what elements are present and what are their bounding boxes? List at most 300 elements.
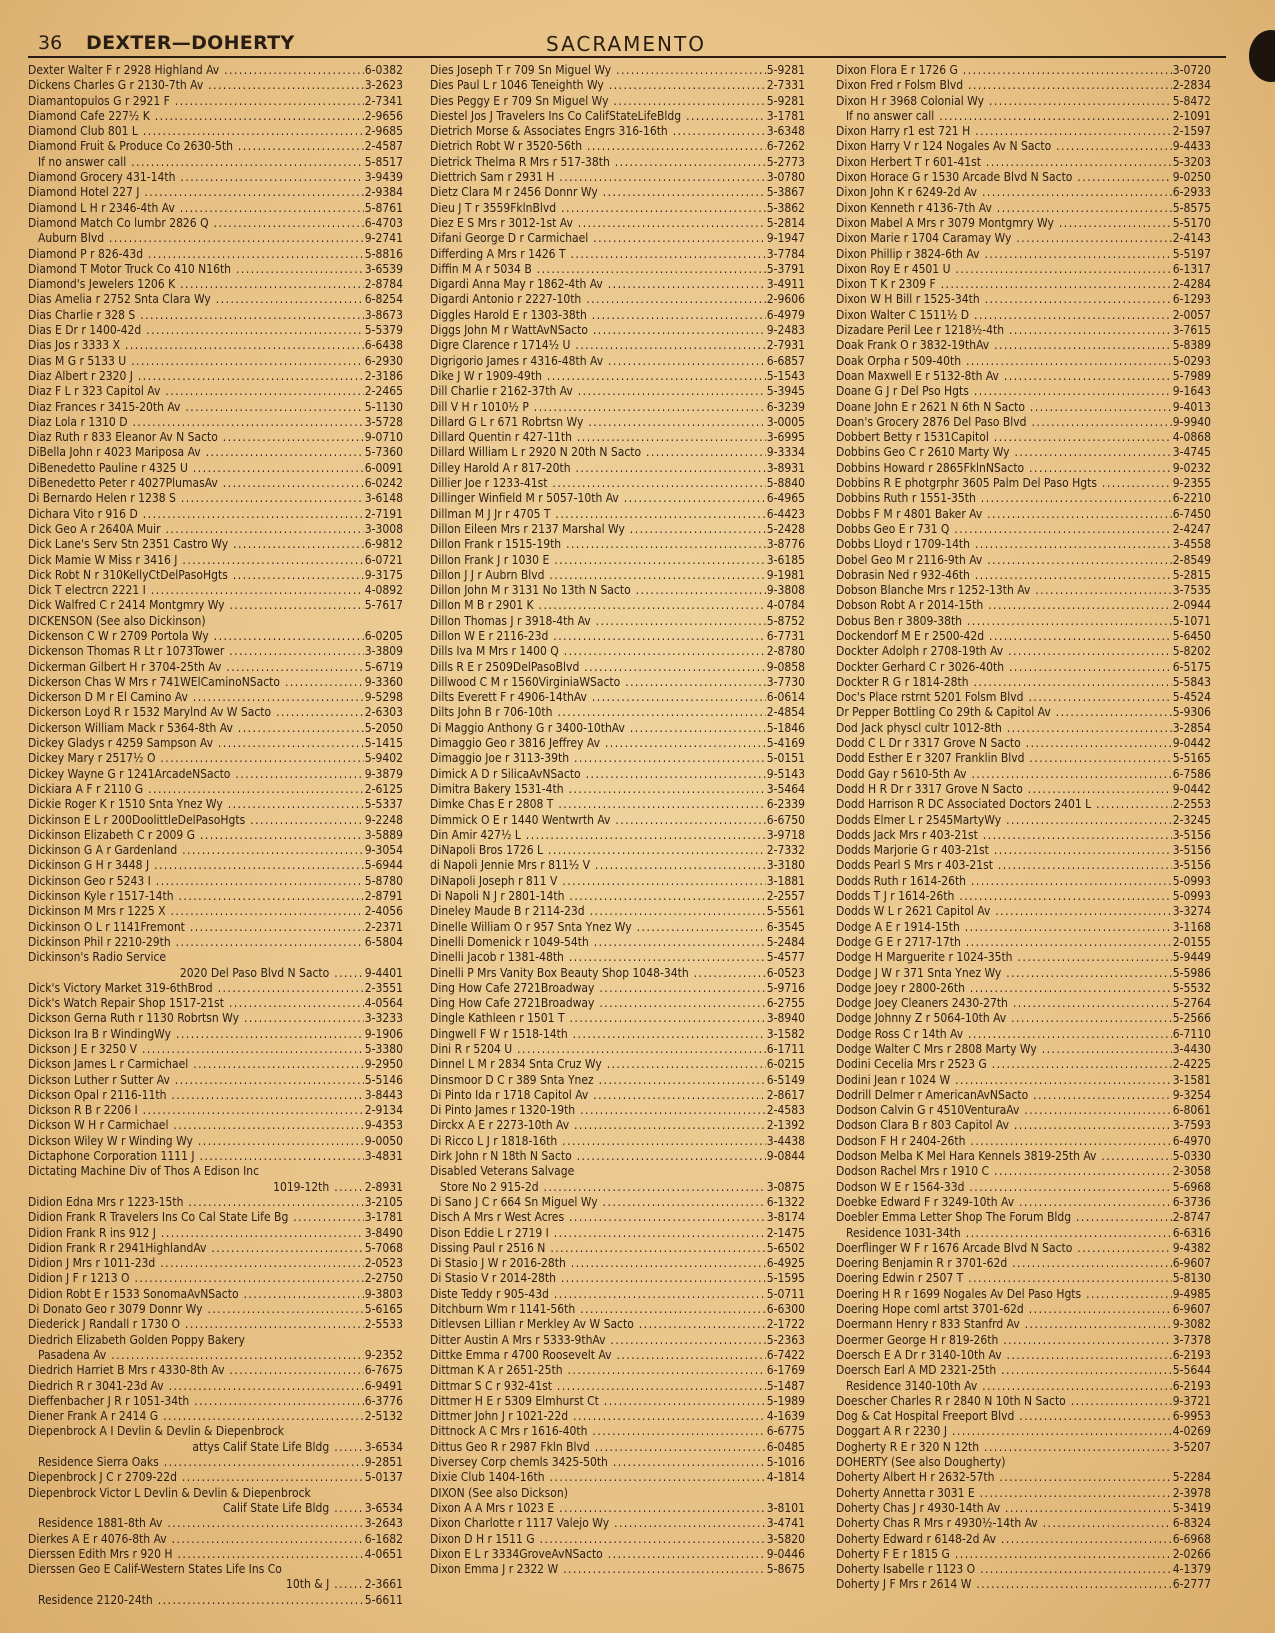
listing-entry [430, 63, 805, 78]
listing-name: Dobbins Ruth r 1551-35th ..... [836, 491, 1172, 506]
listing-entry [430, 1042, 805, 1057]
listing-entry [430, 384, 805, 399]
listing-phone: 5-9449 [1172, 950, 1211, 965]
listing-phone: 2-2834 [1172, 78, 1211, 93]
listing-name: Dickerson Chas W Mrs r 741WElCaminoNSacto ..... [28, 675, 364, 690]
listing-entry [28, 1394, 403, 1409]
listing-phone: 3-5728 [364, 414, 403, 429]
listing-entry [28, 920, 403, 935]
listing-phone: 2-7191 [364, 506, 403, 521]
listing-entry [836, 384, 1211, 399]
listing-entry [28, 736, 403, 751]
listing-name: Dickson J E r 3250 V ..... [28, 1042, 364, 1057]
listing-phone: 6-1322 [766, 1194, 805, 1209]
listing-name: Dixon Charlotte r 1117 Valejo Wy ..... [430, 1516, 766, 1531]
listing-entry [430, 323, 805, 338]
listing-name: If no answer call ..... [846, 109, 1172, 124]
listing-name: Dills R E r 2509DelPasoBlvd ..... [430, 660, 766, 675]
listing-name: Dias Amelia r 2752 Snta Clara Wy ..... [28, 292, 364, 307]
listing-entry [430, 1210, 805, 1225]
listing-name: Didion Frank R Travelers Ins Co Cal State Life Bg ..... [28, 1210, 364, 1225]
listing-phone: 5-1487 [766, 1378, 805, 1393]
listing-name: Dictaphone Corporation 1111 J ..... [28, 1149, 364, 1164]
listing-entry [28, 216, 403, 231]
listing-phone: 3-3008 [364, 521, 403, 536]
listing-phone: 2-0155 [1172, 934, 1211, 949]
listing-name: Dimaggio Geo r 3816 Jeffrey Av ..... [430, 736, 766, 751]
listing-name: Diedrich Elizabeth Golden Poppy Bakery [28, 1332, 245, 1347]
listing-name: Dissing Paul r 2516 N ..... [430, 1241, 766, 1256]
listing-entry [836, 843, 1211, 858]
listing-name: Dillon Eileen Mrs r 2137 Marshal Wy ..... [430, 522, 766, 537]
listing-name: Doggart A R r 2230 J ..... [836, 1424, 1172, 1439]
listing-name: Diestel Jos J Travelers Ins Co CalifStateLifeBldg ..... [430, 109, 766, 124]
listing-name: DIXON (See also Dickson) [430, 1485, 568, 1500]
listing-entry [836, 996, 1211, 1011]
listing-name: Dilley Harold A r 817-20th ..... [430, 461, 766, 476]
listing-phone: 9-1906 [364, 1026, 403, 1041]
listing-phone: 6-6438 [364, 338, 403, 353]
listing-entry [836, 1149, 1211, 1164]
listing-name: Dobbert Betty r 1531Capitol ..... [836, 430, 1172, 445]
listing-phone: 6-6300 [766, 1302, 805, 1317]
listing-entry [836, 1287, 1211, 1302]
listing-entry [430, 124, 805, 139]
listing-phone: 3-3274 [1172, 904, 1211, 919]
listing-phone: 9-3879 [364, 766, 403, 781]
listing-name: Dittus Geo R r 2987 Fkln Blvd ..... [430, 1440, 766, 1455]
listing-phone: 3-2623 [364, 78, 403, 93]
listing-name: Ding How Cafe 2721Broadway ..... [430, 996, 766, 1011]
listing-entry [28, 690, 403, 705]
listing-name: Residence Sierra Oaks ..... [38, 1455, 364, 1470]
listing-phone: 4-1814 [766, 1470, 805, 1485]
listing-phone: 5-0993 [1172, 873, 1211, 888]
listing-name: Dobbins Geo C r 2610 Marty Wy ..... [836, 445, 1172, 460]
listing-phone: 3-5156 [1172, 843, 1211, 858]
listing-entry [28, 1241, 403, 1256]
listing-phone: 5-2566 [1172, 1011, 1211, 1026]
listing-entry [836, 1547, 1211, 1562]
listing-name: Differding A Mrs r 1426 T ..... [430, 247, 766, 262]
listing-phone: 9-3721 [1172, 1393, 1211, 1408]
listing-entry [430, 705, 805, 720]
listing-name: Dini R r 5204 U ..... [430, 1042, 766, 1057]
listing-name: Digardi Anna May r 1862-4th Av ..... [430, 277, 766, 292]
listing-entry [430, 1057, 805, 1072]
listing-entry [28, 568, 403, 583]
listing-entry [836, 1271, 1211, 1286]
listing-entry [430, 874, 805, 889]
listing-entry [28, 950, 403, 965]
listing-entry [836, 1256, 1211, 1271]
listing-name: Dockter Gerhard C r 3026-40th ..... [836, 660, 1172, 675]
listing-entry [430, 843, 805, 858]
listing-name: Diggs John M r WattAvNSacto ..... [430, 323, 766, 338]
listing-phone: 3-4741 [766, 1516, 805, 1531]
listing-entry [836, 1562, 1211, 1577]
listing-entry [430, 185, 805, 200]
listing-name: Disabled Veterans Salvage [430, 1164, 575, 1179]
listing-phone: 5-0993 [1172, 889, 1211, 904]
listing-entry [836, 1379, 1211, 1394]
listing-entry [430, 797, 805, 812]
listing-phone: 5-5379 [364, 323, 403, 338]
listing-name: Doherty Isabelle r 1123 O ..... [836, 1562, 1172, 1577]
listing-entry [836, 1363, 1211, 1378]
listing-phone: 3-0875 [766, 1179, 805, 1194]
listing-entry [430, 216, 805, 231]
listing-entry [430, 736, 805, 751]
listing-entry [836, 1394, 1211, 1409]
listing-entry [836, 1180, 1211, 1195]
listing-entry [28, 354, 403, 369]
listing-name: Di Pinto Ida r 1718 Capitol Av ..... [430, 1088, 766, 1103]
listing-entry [28, 553, 403, 568]
listing-phone: 9-2248 [364, 812, 403, 827]
listing-name: Diamond Club 801 L ..... [28, 124, 364, 139]
listing-entry [430, 1348, 805, 1363]
listing-entry [430, 1195, 805, 1210]
listing-phone: 3-1781 [364, 1210, 403, 1225]
listing-phone: 6-6750 [766, 812, 805, 827]
listing-phone: 3-4911 [766, 277, 805, 292]
listing-entry [28, 461, 403, 476]
listing-name: Dickerson Loyd R r 1532 Marylnd Av W Sacto ..... [28, 705, 364, 720]
listing-name: Diamond Grocery 431-14th ..... [28, 170, 364, 185]
listing-phone: 9-5298 [364, 690, 403, 705]
listing-phone: 9-3175 [364, 567, 403, 582]
listing-name: Doane John E r 2621 N 6th N Sacto ..... [836, 400, 1172, 415]
listing-phone: 3-1582 [766, 1026, 805, 1041]
listing-entry [836, 1333, 1211, 1348]
listing-entry [836, 476, 1211, 491]
listing-phone: 6-8324 [1172, 1516, 1211, 1531]
listing-entry [28, 338, 403, 353]
listing-name: Diedrich R r 3041-23d Av ..... [28, 1379, 364, 1394]
listing-phone: 2-5533 [364, 1317, 403, 1332]
listing-name: Dexter Walter F r 2928 Highland Av ..... [28, 63, 364, 78]
listing-name: Dockendorf M E r 2500-42d ..... [836, 629, 1172, 644]
listing-name: Dickinson O L r 1141Fremont ..... [28, 920, 364, 935]
listing-entry [836, 1088, 1211, 1103]
listing-entry [430, 476, 805, 491]
listing-entry [430, 1440, 805, 1455]
listing-entry [430, 996, 805, 1011]
listing-entry [430, 1317, 805, 1332]
listing-entry [836, 461, 1211, 476]
listing-phone: 6-0614 [766, 690, 805, 705]
listing-name: Dodson Clara B r 803 Capitol Av ..... [836, 1118, 1172, 1133]
listing-name: Doermann Henry r 833 Stanfrd Av ..... [836, 1317, 1172, 1332]
listing-entry [836, 1103, 1211, 1118]
listing-phone: 5-3862 [766, 200, 805, 215]
listing-name: Di Maggio Anthony G r 3400-10thAv ..... [430, 721, 766, 736]
listing-entry [430, 1379, 805, 1394]
listing-phone: 2-8931 [364, 1179, 403, 1194]
listing-name: Dierssen Geo E Calif-Western States Life Ins Co [28, 1562, 282, 1577]
listing-entry [28, 904, 403, 919]
listing-entry [836, 262, 1211, 277]
listing-phone: 2-1597 [1172, 124, 1211, 139]
listing-phone: 2-2465 [364, 384, 403, 399]
listing-phone: 3-6534 [364, 1500, 403, 1515]
listing-entry [836, 1195, 1211, 1210]
listing-entry [836, 1470, 1211, 1485]
listing-entry [430, 1088, 805, 1103]
listing-name: Dodge Walter C Mrs r 2808 Marty Wy ..... [836, 1042, 1172, 1057]
listing-phone: 3-5207 [1172, 1439, 1211, 1454]
listing-entry [836, 1516, 1211, 1531]
listing-entry [28, 1256, 403, 1271]
name-range: DEXTER—DOHERTY [86, 32, 295, 54]
listing-phone: 2-8784 [364, 277, 403, 292]
listing-name: Dillard G L r 671 Robrtsn Wy ..... [430, 415, 766, 430]
listing-phone: 6-0485 [766, 1439, 805, 1454]
listing-name: Dodds Elmer L r 2545MartyWy ..... [836, 813, 1172, 828]
listing-phone: 2-4247 [1172, 521, 1211, 536]
listing-name: DICKENSON (See also Dickinson) [28, 613, 206, 628]
listing-phone: 2-4225 [1172, 1057, 1211, 1072]
listing-entry [836, 1486, 1211, 1501]
listing-phone: 6-5804 [364, 934, 403, 949]
listing-phone: 6-0382 [364, 63, 403, 77]
listing-entry [28, 1409, 403, 1424]
listing-name: Dimke Chas E r 2808 T ..... [430, 797, 766, 812]
listing-entry [836, 491, 1211, 506]
listing-name: Dobbins R E photgrphr 3605 Palm Del Paso Hgts ..... [836, 476, 1172, 491]
listing-name: DiNapoli Joseph r 811 V ..... [430, 874, 766, 889]
listing-name: Dixon Harry r1 est 721 H ..... [836, 124, 1172, 139]
listing-name: Dobbs F M r 4801 Baker Av ..... [836, 507, 1172, 522]
listing-name: Doan's Grocery 2876 Del Paso Blvd ..... [836, 415, 1172, 430]
listing-name: Dillman M J Jr r 4705 T ..... [430, 507, 766, 522]
listing-phone: 9-4401 [364, 965, 403, 980]
listing-entry [28, 384, 403, 399]
listing-name: Didion Frank R r 2941HighlandAv ..... [28, 1241, 364, 1256]
listing-name: Dick Mamie W Miss r 3416 J ..... [28, 553, 364, 568]
listing-entry [836, 63, 1211, 78]
listing-name: Dodge H Marguerite r 1024-35th ..... [836, 950, 1172, 965]
listing-entry [430, 981, 805, 996]
listing-phone: 6-9491 [364, 1378, 403, 1393]
listing-name: Doane G J r Del Pso Hgts ..... [836, 384, 1172, 399]
listing-name: Dickinson's Radio Service [28, 950, 167, 965]
listing-phone: 2-3978 [1172, 1485, 1211, 1500]
listing-entry [28, 94, 403, 109]
listing-entry [28, 507, 403, 522]
listing-phone: 9-3054 [364, 843, 403, 858]
listing-phone: 3-2854 [1172, 720, 1211, 735]
listing-entry [836, 124, 1211, 139]
listing-entry [430, 1532, 805, 1547]
listing-name: Dierkes A E r 4076-8th Av ..... [28, 1532, 364, 1547]
listing-name: DiBenedetto Peter r 4027PlumasAv ..... [28, 476, 364, 491]
listing-phone: 5-1016 [766, 1455, 805, 1470]
listing-name: Doebler Emma Letter Shop The Forum Bldg ..... [836, 1210, 1172, 1225]
listing-entry [836, 1057, 1211, 1072]
listing-entry [836, 537, 1211, 552]
listing-name: Dison Eddie L r 2719 I ..... [430, 1226, 766, 1241]
listing-name: Dills Iva M Mrs r 1400 Q ..... [430, 644, 766, 659]
listing-phone: 2-0266 [1172, 1546, 1211, 1561]
listing-entry [28, 1333, 403, 1348]
listing-entry [28, 1164, 403, 1179]
listing-entry [836, 782, 1211, 797]
listing-entry [836, 201, 1211, 216]
listing-name: Dickinson Phil r 2210-29th ..... [28, 935, 364, 950]
listing-name: Diamond L H r 2346-4th Av ..... [28, 201, 364, 216]
listing-name: Dick Lane's Serv Stn 2351 Castro Wy ..... [28, 537, 364, 552]
listing-entry [430, 782, 805, 797]
listing-entry [430, 170, 805, 185]
listing-phone: 6-7450 [1172, 506, 1211, 521]
listing-name: Doherty Albert H r 2632-57th ..... [836, 1470, 1172, 1485]
listing-entry [28, 858, 403, 873]
listing-phone: 2-1091 [1172, 108, 1211, 123]
listing-entry [28, 721, 403, 736]
listing-phone: 9-2950 [364, 1057, 403, 1072]
listing-entry [836, 629, 1211, 644]
listing-name: Dodson Rachel Mrs r 1910 C ..... [836, 1164, 1172, 1179]
listing-entry [430, 491, 805, 506]
listing-phone: 5-7068 [364, 1240, 403, 1255]
listing-phone: 2-2553 [1172, 797, 1211, 812]
listing-name: Dinelli P Mrs Vanity Box Beauty Shop 1048-34th ..... [430, 966, 766, 981]
listing-name: Disch A Mrs r West Acres ..... [430, 1210, 766, 1225]
listing-entry [836, 1118, 1211, 1133]
listing-name: Diaz F L r 323 Capitol Av ..... [28, 384, 364, 399]
listing-phone: 5-1595 [766, 1271, 805, 1286]
listing-name: Dilts John B r 706-10th ..... [430, 705, 766, 720]
listing-phone: 5-2363 [766, 1332, 805, 1347]
listing-entry [28, 63, 403, 78]
listing-phone: 3-5464 [766, 781, 805, 796]
listing-phone: 6-4965 [766, 491, 805, 506]
listing-name: Dod Jack physcl cultr 1012-8th ..... [836, 721, 1172, 736]
listing-entry [430, 1256, 805, 1271]
listing-entry [28, 1118, 403, 1133]
listing-entry [28, 1470, 403, 1485]
listing-entry [836, 1241, 1211, 1256]
listing-phone: 5-1071 [1172, 613, 1211, 628]
listing-entry [836, 507, 1211, 522]
listing-name: Dixon Emma J r 2322 W ..... [430, 1562, 766, 1577]
listing-name: Dixon T K r 2309 F ..... [836, 277, 1172, 292]
listing-phone: 5-3419 [1172, 1500, 1211, 1515]
listing-entry [28, 491, 403, 506]
listing-phone: 3-7615 [1172, 323, 1211, 338]
listing-name: Dodds T J r 1614-26th ..... [836, 889, 1172, 904]
listing-phone: 3-9439 [364, 170, 403, 185]
listing-entry [836, 904, 1211, 919]
listing-phone: 5-3791 [766, 261, 805, 276]
listing-name: Dixon A A Mrs r 1023 E ..... [430, 1501, 766, 1516]
listing-entry [836, 1164, 1211, 1179]
listing-phone: 9-3808 [766, 583, 805, 598]
listing-name: Dodge Joey r 2800-26th ..... [836, 981, 1172, 996]
listing-entry [28, 1180, 403, 1195]
listing-phone: 5-5165 [1172, 751, 1211, 766]
listing-name: Di Napoli N J r 2801-14th ..... [430, 889, 766, 904]
listing-name: Dingwell F W r 1518-14th ..... [430, 1027, 766, 1042]
listing-phone: 6-0721 [364, 552, 403, 567]
listing-entry [430, 1271, 805, 1286]
listing-entry [430, 690, 805, 705]
listing-entry [28, 109, 403, 124]
listing-phone: 2-0523 [364, 1256, 403, 1271]
listing-phone: 9-9940 [1172, 414, 1211, 429]
listing-name: Dodge J W r 371 Snta Ynez Wy ..... [836, 966, 1172, 981]
listing-phone: 5-0711 [766, 1286, 805, 1301]
listing-phone: 3-8940 [766, 1011, 805, 1026]
listing-phone: 2-4583 [766, 1103, 805, 1118]
listing-entry [836, 797, 1211, 812]
listing-entry [28, 78, 403, 93]
listing-name: Dodge G E r 2717-17th ..... [836, 935, 1172, 950]
listing-name: Ding How Cafe 2721Broadway ..... [430, 981, 766, 996]
listing-phone: 9-0844 [766, 1149, 805, 1164]
listing-entry [430, 1409, 805, 1424]
listing-name: Diepenbrock A I Devlin & Devlin & Diepenbrock [28, 1424, 285, 1439]
listing-phone: 4-0784 [766, 598, 805, 613]
listing-entry [836, 155, 1211, 170]
listing-name: Doermer George H r 819-26th ..... [836, 1333, 1172, 1348]
listing-phone: 6-1317 [1172, 261, 1211, 276]
listing-name: Dixon Mabel A Mrs r 3079 Montgmry Wy ..... [836, 216, 1172, 231]
listing-name: Di Ricco L J r 1818-16th ..... [430, 1134, 766, 1149]
listing-entry [28, 1011, 403, 1026]
listing-name: Dimaggio Joe r 3113-39th ..... [430, 751, 766, 766]
listing-name: Dodds Ruth r 1614-26th ..... [836, 874, 1172, 889]
listing-entry [430, 1027, 805, 1042]
listing-name: Dodds W L r 2621 Capitol Av ..... [836, 904, 1172, 919]
listing-name: Diamond T Motor Truck Co 410 N16th ..... [28, 262, 364, 277]
listing-entry [28, 139, 403, 154]
listing-phone: 5-1130 [364, 399, 403, 414]
listing-name: Dockter R G r 1814-28th ..... [836, 675, 1172, 690]
listing-phone: 5-0330 [1172, 1149, 1211, 1164]
listing-name: Dickson Luther r Sutter Av ..... [28, 1073, 364, 1088]
listing-phone: 9-1981 [766, 567, 805, 582]
listing-name: Dinelli Domenick r 1049-54th ..... [430, 935, 766, 950]
listing-entry [430, 1470, 805, 1485]
listing-entry [28, 797, 403, 812]
listing-name: Dixie Club 1404-16th ..... [430, 1470, 766, 1485]
listing-entry [28, 1317, 403, 1332]
listing-name: Dickey Wayne G r 1241ArcadeNSacto ..... [28, 767, 364, 782]
listing-phone: 5-8761 [364, 200, 403, 215]
listing-entry [28, 1486, 403, 1501]
listing-name: Dickerman Gilbert H r 3704-25th Av ..... [28, 660, 364, 675]
listing-name: Dike J W r 1909-49th ..... [430, 369, 766, 384]
listing-phone: 5-9402 [364, 751, 403, 766]
listing-phone: 5-2284 [1172, 1470, 1211, 1485]
listing-entry [28, 583, 403, 598]
listing-name: Dias Charlie r 328 S ..... [28, 308, 364, 323]
listing-name: attys Calif State Life Bldg ...... [192, 1440, 363, 1455]
listing-name: Doherty J F Mrs r 2614 W ..... [836, 1577, 1172, 1592]
listing-entry [430, 1149, 805, 1164]
listing-name: DiBella John r 4023 Mariposa Av ..... [28, 445, 364, 460]
listing-phone: 6-2755 [766, 996, 805, 1011]
listing-phone: 4-0651 [364, 1546, 403, 1561]
listing-phone: 3-9718 [766, 827, 805, 842]
listing-phone: 6-7586 [1172, 766, 1211, 781]
listing-name: Diener Frank A r 2414 G ..... [28, 1409, 364, 1424]
listing-entry [28, 522, 403, 537]
listing-entry [836, 705, 1211, 720]
